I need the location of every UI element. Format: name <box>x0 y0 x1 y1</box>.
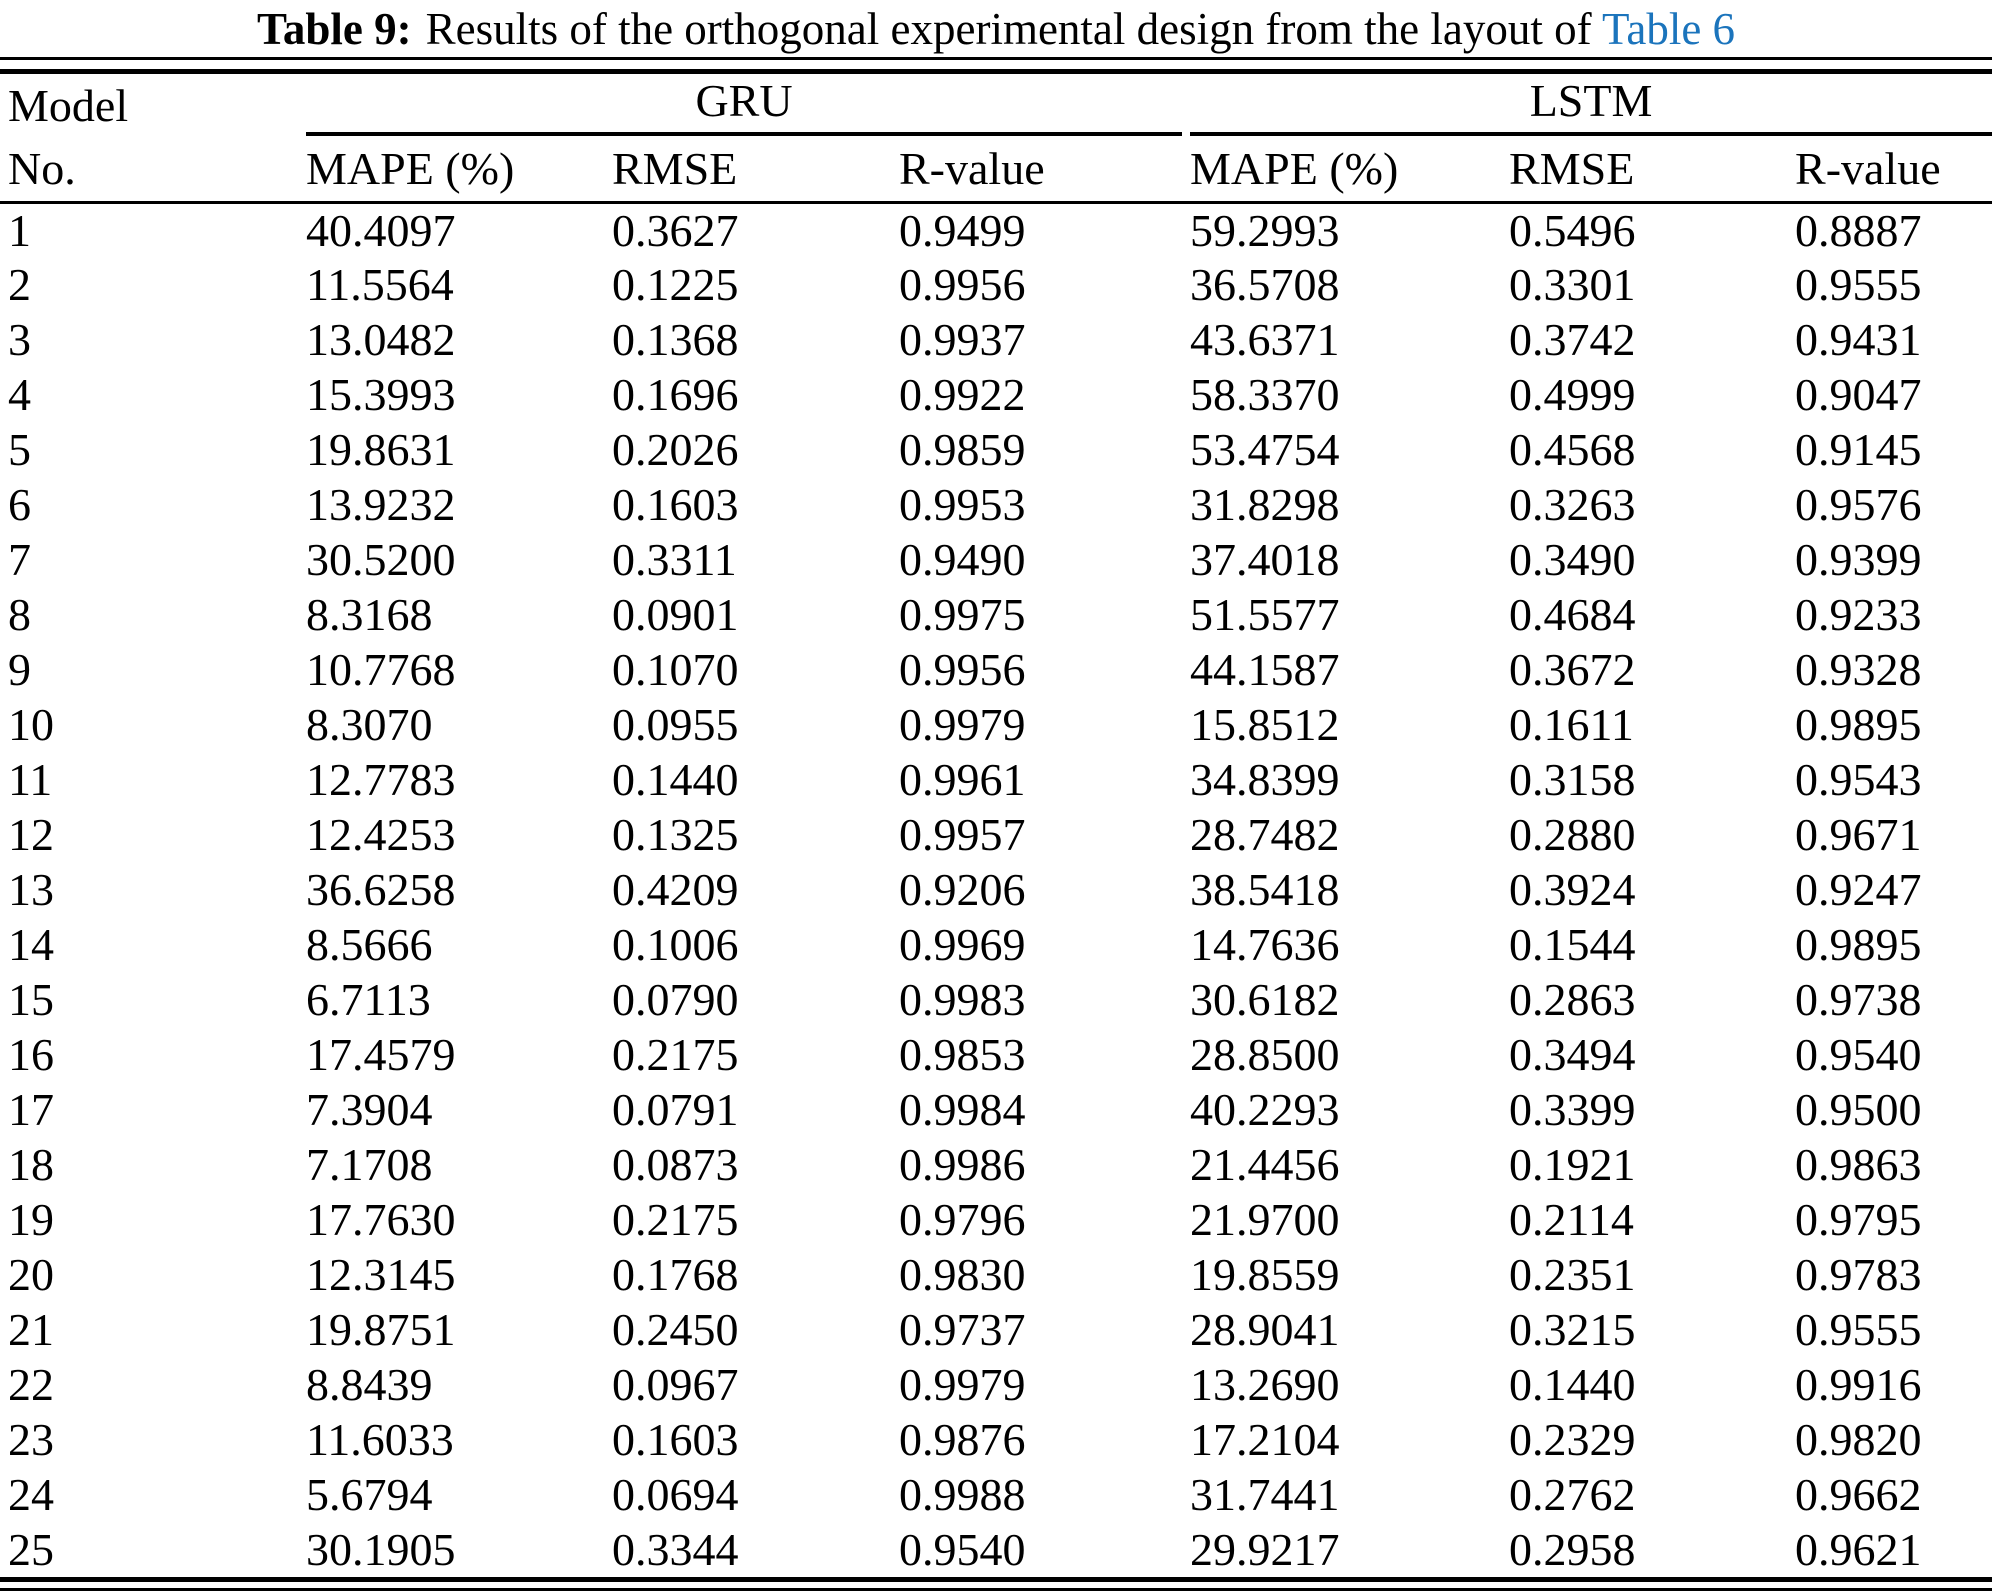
lstm-mape: 13.2690 <box>1190 1359 1340 1410</box>
gru-rvalue: 0.9490 <box>899 534 1026 585</box>
lstm-rvalue: 0.9662 <box>1795 1469 1922 1520</box>
table-row <box>0 752 1992 807</box>
model-no: 2 <box>8 259 31 310</box>
table-row <box>0 532 1992 587</box>
lstm-mape: 28.9041 <box>1190 1304 1340 1355</box>
gru-rvalue: 0.9876 <box>899 1414 1026 1465</box>
lstm-rmse: 0.4568 <box>1509 424 1636 475</box>
group-header-lstm-label: LSTM <box>1529 75 1653 126</box>
lstm-mape: 36.5708 <box>1190 259 1340 310</box>
model-no: 10 <box>8 699 54 750</box>
gru-rmse: 0.0873 <box>612 1139 739 1190</box>
lstm-rvalue: 0.9576 <box>1795 479 1922 530</box>
lstm-mape: 30.6182 <box>1190 974 1340 1025</box>
table-row <box>0 807 1992 862</box>
model-no: 22 <box>8 1359 54 1410</box>
gru-rmse: 0.0791 <box>612 1084 739 1135</box>
gru-mape: 11.6033 <box>306 1414 454 1465</box>
model-no: 20 <box>8 1249 54 1300</box>
table-row <box>0 642 1992 697</box>
gru-rmse: 0.0694 <box>612 1469 739 1520</box>
gru-rmse: 0.1603 <box>612 1414 739 1465</box>
lstm-rmse: 0.3672 <box>1509 644 1636 695</box>
table-row <box>0 1467 1992 1522</box>
gru-mape: 30.5200 <box>306 534 456 585</box>
gru-mape: 19.8751 <box>306 1304 456 1355</box>
lstm-rmse: 0.3215 <box>1509 1304 1636 1355</box>
gru-rvalue: 0.9796 <box>899 1194 1026 1245</box>
model-no: 19 <box>8 1194 54 1245</box>
table-row <box>0 367 1992 422</box>
header-gru-rvalue: R-value <box>899 136 1190 202</box>
gru-rmse: 0.1006 <box>612 919 739 970</box>
gru-rvalue: 0.9956 <box>899 644 1026 695</box>
lstm-mape: 28.8500 <box>1190 1029 1340 1080</box>
table-row <box>0 1192 1992 1247</box>
lstm-rvalue: 0.9328 <box>1795 644 1922 695</box>
header-no: No. <box>0 136 306 202</box>
gru-rvalue: 0.9937 <box>899 314 1026 365</box>
gru-rvalue: 0.9975 <box>899 589 1026 640</box>
gru-rmse: 0.3627 <box>612 204 739 256</box>
gru-rmse: 0.0790 <box>612 974 739 1025</box>
header-lstm-mape: MAPE (%) <box>1190 136 1509 202</box>
gru-rmse: 0.1696 <box>612 369 739 420</box>
lstm-rvalue: 0.9621 <box>1795 1524 1922 1575</box>
lstm-rmse: 0.3301 <box>1509 259 1636 310</box>
lstm-rmse: 0.2958 <box>1509 1524 1636 1575</box>
lstm-rvalue: 0.9895 <box>1795 699 1922 750</box>
model-no: 11 <box>8 754 53 805</box>
table-row <box>0 1357 1992 1412</box>
gru-mape: 17.4579 <box>306 1029 456 1080</box>
lstm-rmse: 0.2329 <box>1509 1414 1636 1465</box>
gru-rmse: 0.2175 <box>612 1029 739 1080</box>
header-lstm-rmse: RMSE <box>1509 136 1795 202</box>
table-row <box>0 422 1992 477</box>
gru-mape: 30.1905 <box>306 1524 456 1575</box>
group-header-row <box>0 74 1992 136</box>
gru-rvalue: 0.9859 <box>899 424 1026 475</box>
gru-rvalue: 0.9830 <box>899 1249 1026 1300</box>
table-body <box>0 202 1992 1577</box>
table-row <box>0 917 1992 972</box>
gru-rmse: 0.1225 <box>612 259 739 310</box>
table-row <box>0 862 1992 917</box>
table-row <box>0 477 1992 532</box>
gru-rvalue: 0.9957 <box>899 809 1026 860</box>
table-caption-text: Results of the orthogonal experimental design from the layout of <box>425 4 1592 54</box>
gru-mape: 8.8439 <box>306 1359 433 1410</box>
lstm-rmse: 0.2351 <box>1509 1249 1636 1300</box>
lstm-rvalue: 0.9820 <box>1795 1414 1922 1465</box>
lstm-mape: 51.5577 <box>1190 589 1340 640</box>
gru-mape: 8.3070 <box>306 699 433 750</box>
lstm-mape: 59.2993 <box>1190 204 1340 256</box>
gru-rvalue: 0.9984 <box>899 1084 1026 1135</box>
lstm-mape: 53.4754 <box>1190 424 1340 475</box>
model-no: 14 <box>8 919 54 970</box>
gru-rvalue: 0.9969 <box>899 919 1026 970</box>
lstm-mape: 29.9217 <box>1190 1524 1340 1575</box>
model-no: 8 <box>8 589 31 640</box>
table-header <box>0 74 1992 202</box>
lstm-rmse: 0.2880 <box>1509 809 1636 860</box>
gru-mape: 36.6258 <box>306 864 456 915</box>
lstm-mape: 58.3370 <box>1190 369 1340 420</box>
lstm-rmse: 0.1921 <box>1509 1139 1636 1190</box>
table-bottom-rule-thick <box>0 1577 1992 1582</box>
lstm-rvalue: 0.9916 <box>1795 1359 1922 1410</box>
table-row <box>0 1137 1992 1192</box>
lstm-mape: 21.4456 <box>1190 1139 1340 1190</box>
lstm-rmse: 0.1440 <box>1509 1359 1636 1410</box>
group-header-lstm-rule <box>1190 76 1992 136</box>
model-no: 13 <box>8 864 54 915</box>
results-table <box>0 74 1992 1577</box>
header-model: Model <box>8 79 129 131</box>
lstm-rmse: 0.3263 <box>1509 479 1636 530</box>
gru-rmse: 0.2450 <box>612 1304 739 1355</box>
lstm-rmse: 0.2114 <box>1509 1194 1634 1245</box>
header-lstm-rvalue: R-value <box>1795 136 1992 202</box>
lstm-rmse: 0.2762 <box>1509 1469 1636 1520</box>
table-row <box>0 257 1992 312</box>
gru-mape: 7.3904 <box>306 1084 433 1135</box>
gru-rvalue: 0.9540 <box>899 1524 1026 1575</box>
gru-mape: 13.9232 <box>306 479 456 530</box>
lstm-mape: 21.9700 <box>1190 1194 1340 1245</box>
gru-mape: 40.4097 <box>306 204 456 256</box>
table6-link[interactable]: Table 6 <box>1602 4 1736 54</box>
model-no: 7 <box>8 534 31 585</box>
table-caption <box>0 0 1992 56</box>
lstm-rvalue: 0.9863 <box>1795 1139 1922 1190</box>
model-no: 24 <box>8 1469 54 1520</box>
group-header-gru-label: GRU <box>695 75 793 126</box>
table-row <box>0 1027 1992 1082</box>
lstm-mape: 38.5418 <box>1190 864 1340 915</box>
table-caption-label: Table 9: <box>256 4 412 54</box>
gru-mape: 8.5666 <box>306 919 433 970</box>
gru-mape: 5.6794 <box>306 1469 433 1520</box>
lstm-mape: 14.7636 <box>1190 919 1340 970</box>
gru-rvalue: 0.9986 <box>899 1139 1026 1190</box>
lstm-mape: 43.6371 <box>1190 314 1340 365</box>
model-no: 16 <box>8 1029 54 1080</box>
lstm-rmse: 0.1544 <box>1509 919 1636 970</box>
lstm-mape: 28.7482 <box>1190 809 1340 860</box>
lstm-rmse: 0.2863 <box>1509 974 1636 1025</box>
lstm-rmse: 0.3742 <box>1509 314 1636 365</box>
lstm-rvalue: 0.9247 <box>1795 864 1922 915</box>
model-no: 4 <box>8 369 31 420</box>
gru-rmse: 0.1768 <box>612 1249 739 1300</box>
lstm-rvalue: 0.9895 <box>1795 919 1922 970</box>
lstm-rmse: 0.3494 <box>1509 1029 1636 1080</box>
lstm-rmse: 0.3158 <box>1509 754 1636 805</box>
lstm-rvalue: 0.9233 <box>1795 589 1922 640</box>
lstm-mape: 17.2104 <box>1190 1414 1340 1465</box>
table-row <box>0 202 1992 257</box>
lstm-rvalue: 0.9540 <box>1795 1029 1922 1080</box>
lstm-rmse: 0.3490 <box>1509 534 1636 585</box>
table-row <box>0 972 1992 1027</box>
table-top-rule-thin <box>0 57 1992 60</box>
lstm-rmse: 0.1611 <box>1509 699 1634 750</box>
model-no: 9 <box>8 644 31 695</box>
lstm-mape: 34.8399 <box>1190 754 1340 805</box>
lstm-rvalue: 0.8887 <box>1795 204 1922 256</box>
gru-rvalue: 0.9922 <box>899 369 1026 420</box>
gru-mape: 13.0482 <box>306 314 456 365</box>
lstm-mape: 31.7441 <box>1190 1469 1340 1520</box>
gru-rvalue: 0.9206 <box>899 864 1026 915</box>
gru-rmse: 0.2026 <box>612 424 739 475</box>
lstm-rvalue: 0.9543 <box>1795 754 1922 805</box>
gru-rmse: 0.2175 <box>612 1194 739 1245</box>
gru-rmse: 0.0901 <box>612 589 739 640</box>
table-row <box>0 312 1992 367</box>
gru-mape: 11.5564 <box>306 259 454 310</box>
gru-rmse: 0.3311 <box>612 534 737 585</box>
gru-rvalue: 0.9961 <box>899 754 1026 805</box>
header-gru-rmse: RMSE <box>612 136 899 202</box>
lstm-rvalue: 0.9795 <box>1795 1194 1922 1245</box>
gru-mape: 12.4253 <box>306 809 456 860</box>
lstm-rvalue: 0.9047 <box>1795 369 1922 420</box>
sub-header-row <box>0 136 1992 202</box>
gru-mape: 6.7113 <box>306 974 431 1025</box>
gru-rmse: 0.4209 <box>612 864 739 915</box>
gru-rvalue: 0.9953 <box>899 479 1026 530</box>
lstm-mape: 37.4018 <box>1190 534 1340 585</box>
table-row <box>0 697 1992 752</box>
lstm-rvalue: 0.9500 <box>1795 1084 1922 1135</box>
model-no: 1 <box>8 204 31 256</box>
group-header-gru-rule <box>306 76 1182 136</box>
lstm-mape: 19.8559 <box>1190 1249 1340 1300</box>
lstm-rvalue: 0.9671 <box>1795 809 1922 860</box>
model-no: 18 <box>8 1139 54 1190</box>
gru-rmse: 0.0955 <box>612 699 739 750</box>
model-no: 25 <box>8 1524 54 1575</box>
gru-rvalue: 0.9979 <box>899 699 1026 750</box>
lstm-rvalue: 0.9145 <box>1795 424 1922 475</box>
gru-mape: 10.7768 <box>306 644 456 695</box>
lstm-rmse: 0.3399 <box>1509 1084 1636 1135</box>
group-header-lstm <box>1190 74 1992 136</box>
model-no: 5 <box>8 424 31 475</box>
gru-mape: 12.3145 <box>306 1249 456 1300</box>
gru-rvalue: 0.9956 <box>899 259 1026 310</box>
gru-rvalue: 0.9979 <box>899 1359 1026 1410</box>
lstm-rvalue: 0.9431 <box>1795 314 1922 365</box>
lstm-rmse: 0.3924 <box>1509 864 1636 915</box>
lstm-rvalue: 0.9399 <box>1795 534 1922 585</box>
table-row <box>0 1412 1992 1467</box>
model-no: 3 <box>8 314 31 365</box>
gru-mape: 8.3168 <box>306 589 433 640</box>
lstm-rvalue: 0.9555 <box>1795 1304 1922 1355</box>
gru-rmse: 0.3344 <box>612 1524 739 1575</box>
gru-mape: 17.7630 <box>306 1194 456 1245</box>
lstm-mape: 44.1587 <box>1190 644 1340 695</box>
table-row <box>0 1302 1992 1357</box>
gru-rmse: 0.1070 <box>612 644 739 695</box>
gru-rmse: 0.1368 <box>612 314 739 365</box>
lstm-rmse: 0.4684 <box>1509 589 1636 640</box>
gru-rvalue: 0.9983 <box>899 974 1026 1025</box>
model-no: 17 <box>8 1084 54 1135</box>
model-no: 6 <box>8 479 31 530</box>
table-row <box>0 1082 1992 1137</box>
gru-rmse: 0.0967 <box>612 1359 739 1410</box>
gru-mape: 12.7783 <box>306 754 456 805</box>
group-header-gru <box>306 74 1190 136</box>
table-row <box>0 1247 1992 1302</box>
table-bottom-rule-thin <box>0 1588 1992 1591</box>
gru-rvalue: 0.9499 <box>899 204 1026 256</box>
model-no: 15 <box>8 974 54 1025</box>
lstm-rvalue: 0.9783 <box>1795 1249 1922 1300</box>
header-gru-mape: MAPE (%) <box>306 136 612 202</box>
lstm-rmse: 0.4999 <box>1509 369 1636 420</box>
model-no: 23 <box>8 1414 54 1465</box>
table-row <box>0 587 1992 642</box>
model-no: 21 <box>8 1304 54 1355</box>
gru-rvalue: 0.9853 <box>899 1029 1026 1080</box>
lstm-rvalue: 0.9738 <box>1795 974 1922 1025</box>
model-no: 12 <box>8 809 54 860</box>
lstm-rvalue: 0.9555 <box>1795 259 1922 310</box>
gru-rmse: 0.1325 <box>612 809 739 860</box>
gru-rvalue: 0.9737 <box>899 1304 1026 1355</box>
gru-rvalue: 0.9988 <box>899 1469 1026 1520</box>
gru-mape: 19.8631 <box>306 424 456 475</box>
lstm-mape: 40.2293 <box>1190 1084 1340 1135</box>
lstm-mape: 15.8512 <box>1190 699 1340 750</box>
gru-mape: 7.1708 <box>306 1139 433 1190</box>
lstm-mape: 31.8298 <box>1190 479 1340 530</box>
gru-rmse: 0.1440 <box>612 754 739 805</box>
lstm-rmse: 0.5496 <box>1509 204 1636 256</box>
gru-mape: 15.3993 <box>306 369 456 420</box>
gru-rmse: 0.1603 <box>612 479 739 530</box>
table-row <box>0 1522 1992 1577</box>
